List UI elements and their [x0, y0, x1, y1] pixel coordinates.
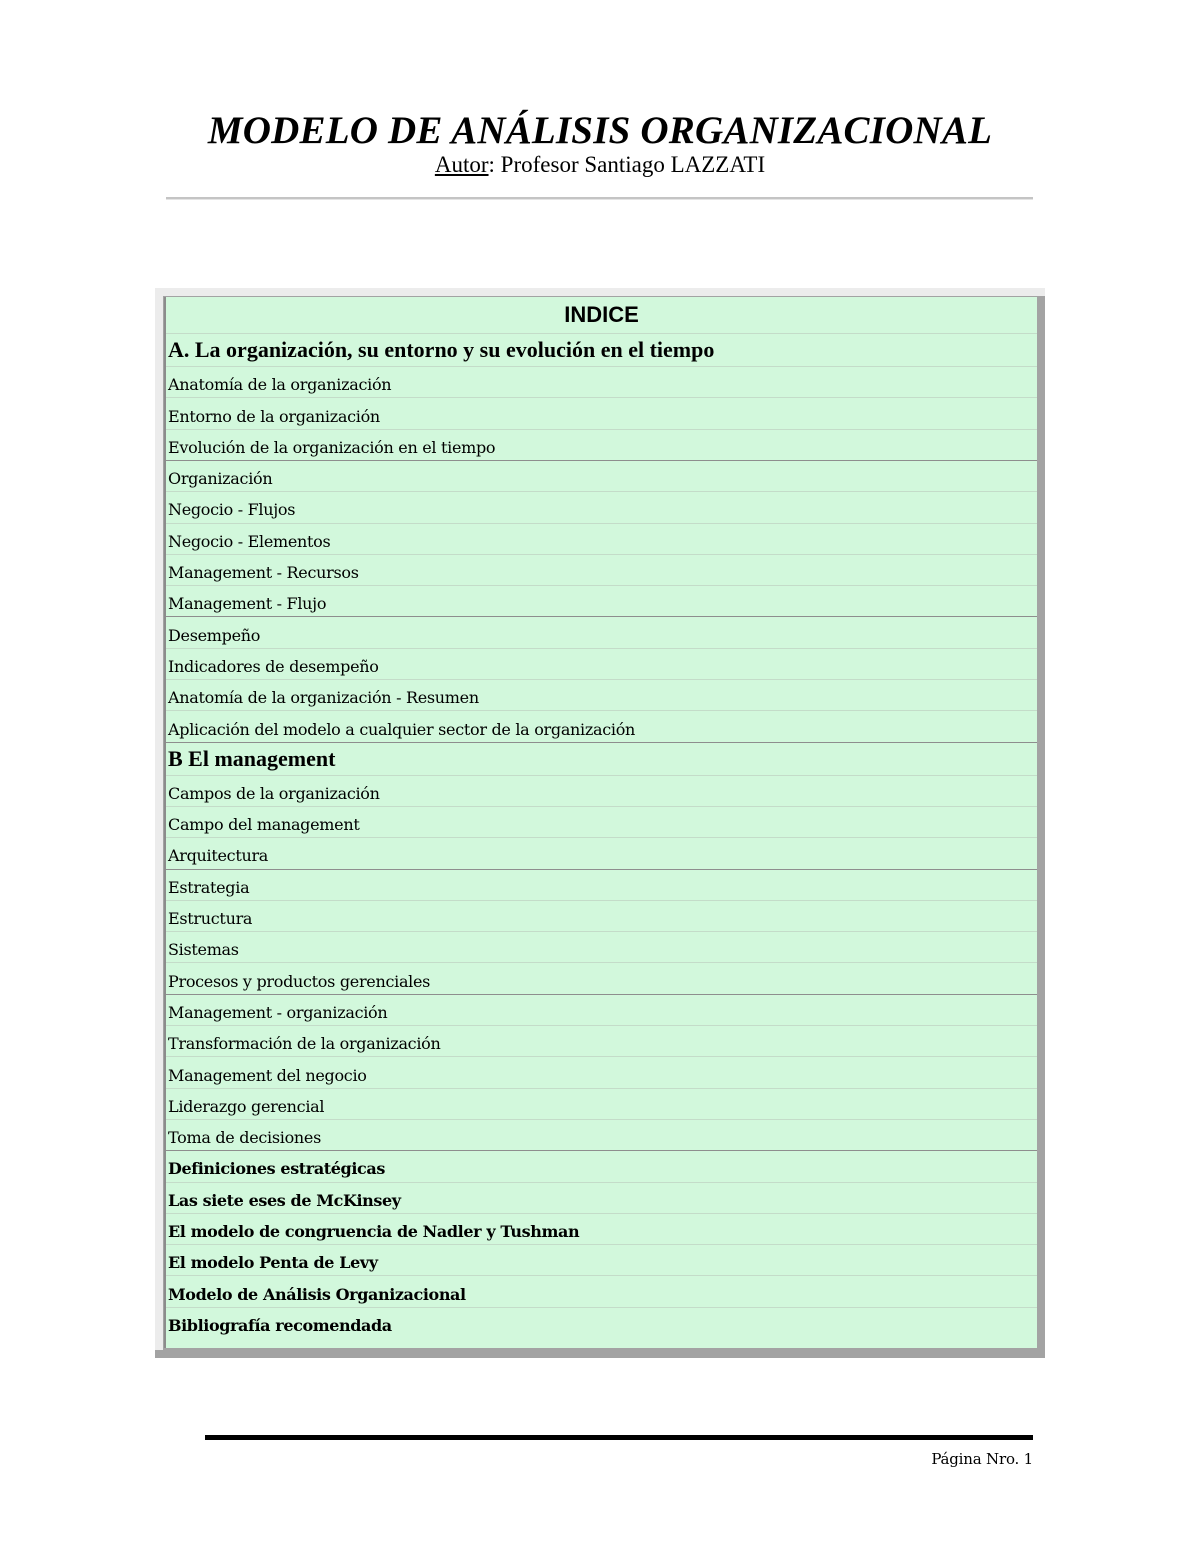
index-entry-row	[166, 962, 1037, 993]
index-entry-row	[166, 648, 1037, 679]
index-entry-label: El modelo Penta de Levy	[168, 1253, 378, 1273]
author-label: Autor	[434, 152, 489, 177]
index-entry-label: Negocio - Flujos	[168, 500, 296, 520]
index-entry-row	[166, 931, 1037, 962]
index-entry-label: Management del negocio	[168, 1065, 367, 1085]
index-entry-label: Las siete eses de McKinsey	[168, 1190, 401, 1210]
index-entry-row	[166, 994, 1037, 1025]
index-entry-row	[166, 806, 1037, 837]
title-divider	[166, 197, 1033, 200]
index-entry-row	[166, 460, 1037, 491]
index-entry-label: Procesos y productos gerenciales	[168, 971, 431, 991]
index-entry-label: Bibliografía recomendada	[168, 1315, 392, 1335]
index-entry-label: Anatomía de la organización - Resumen	[168, 688, 479, 708]
index-section-title: B El management	[168, 745, 336, 771]
index-entry-label: Negocio - Elementos	[168, 531, 331, 551]
index-entry-row	[166, 775, 1037, 806]
index-entry-label: Campo del management	[168, 815, 360, 835]
index-entry-row	[166, 710, 1037, 741]
index-entry-row	[166, 554, 1037, 585]
index-entry-label: Organización	[168, 469, 273, 489]
index-entry-label: El modelo de congruencia de Nadler y Tushman	[168, 1222, 580, 1242]
index-section-title: A. La organización, su entorno y su evolución en el tiempo	[168, 337, 715, 362]
index-entry-row	[166, 1150, 1037, 1181]
index-entry-label: Entorno de la organización	[168, 406, 380, 426]
index-entry-row	[166, 397, 1037, 428]
index-entry-label: Transformación de la organización	[168, 1034, 441, 1054]
index-entry-label: Campos de la organización	[168, 783, 380, 803]
index-entry-row	[166, 585, 1037, 616]
index-entry-row	[166, 837, 1037, 868]
index-frame-top	[155, 288, 1045, 296]
index-heading-row	[166, 297, 1037, 333]
index-entry-label: Modelo de Análisis Organizacional	[168, 1284, 466, 1304]
index-entry-label: Sistemas	[168, 940, 239, 960]
index-entry-row	[166, 1244, 1037, 1275]
author-name: Profesor Santiago LAZZATI	[494, 152, 766, 177]
index-entry-row	[166, 679, 1037, 710]
index-entry-row	[166, 366, 1037, 397]
footer-divider	[205, 1435, 1033, 1440]
index-entry-label: Desempeño	[168, 625, 261, 645]
index-entry-label: Definiciones estratégicas	[168, 1159, 385, 1179]
page-number: Página Nro. 1	[931, 1450, 1033, 1468]
index-entry-label: Liderazgo gerencial	[168, 1096, 325, 1116]
index-entry-label: Anatomía de la organización	[168, 375, 392, 395]
index-entry-row	[166, 1275, 1037, 1306]
index-entry-label: Management - organización	[168, 1002, 388, 1022]
author-separator: :	[488, 152, 495, 177]
index-table	[164, 297, 1037, 1348]
index-entry-row	[166, 616, 1037, 647]
index-entry-label: Aplicación del modelo a cualquier sector de la organización	[168, 719, 636, 739]
index-entry-row	[166, 1213, 1037, 1244]
author-line	[0, 152, 1200, 178]
index-entry-row	[166, 900, 1037, 931]
index-entry-label: Estrategia	[168, 877, 250, 897]
index-entry-row	[166, 491, 1037, 522]
index-entry-row	[166, 1182, 1037, 1213]
index-entry-row	[166, 523, 1037, 554]
index-entry-label: Arquitectura	[168, 846, 269, 866]
index-entry-label: Toma de decisiones	[168, 1128, 321, 1148]
index-entry-row	[166, 1056, 1037, 1087]
index-entry-label: Evolución de la organización en el tiempo	[168, 437, 496, 457]
index-frame-left	[155, 288, 163, 1350]
index-entry-row	[166, 429, 1037, 460]
index-entry-row	[166, 1307, 1037, 1338]
index-entry-label: Management - Recursos	[168, 563, 359, 583]
index-section-row	[166, 742, 1037, 775]
index-entry-row	[166, 869, 1037, 900]
index-heading: INDICE	[564, 302, 639, 327]
index-entry-label: Indicadores de desempeño	[168, 656, 379, 676]
index-entry-row	[166, 1025, 1037, 1056]
index-entry-row	[166, 1119, 1037, 1150]
index-section-row	[166, 333, 1037, 366]
index-entry-label: Estructura	[168, 909, 253, 929]
index-entry-row	[166, 1088, 1037, 1119]
document-title: MODELO DE ANÁLISIS ORGANIZACIONAL	[207, 109, 993, 152]
index-entry-label: Management - Flujo	[168, 594, 327, 614]
